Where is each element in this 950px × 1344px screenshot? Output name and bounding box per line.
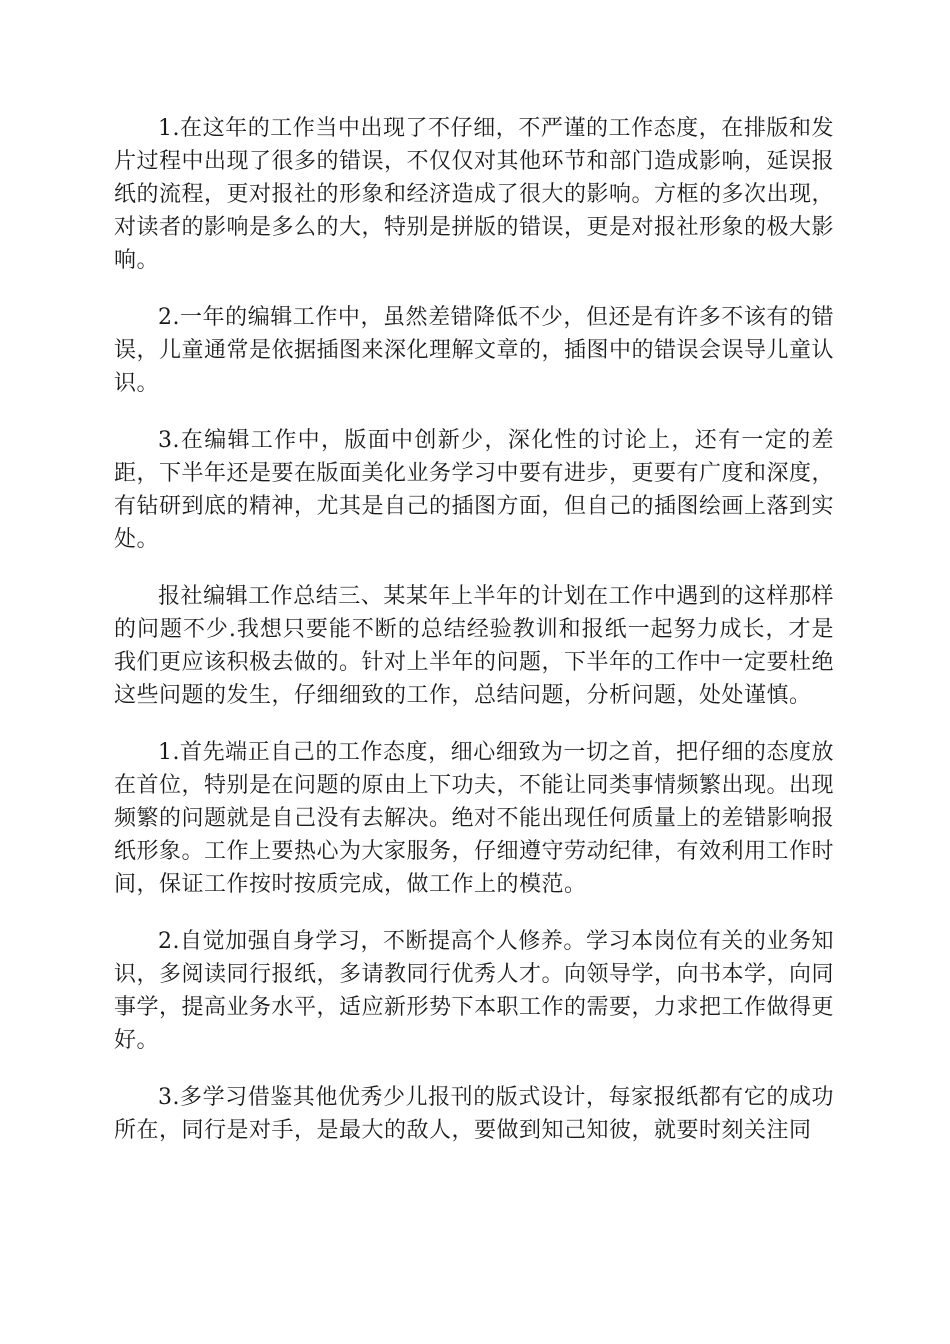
paragraph-2: 2.一年的编辑工作中，虽然差错降低不少，但还是有许多不该有的错误，儿童通常是依据插图来深化理解文章的，插图中的错误会误导儿童认识。 — [114, 305, 835, 396]
paragraph-4: 报社编辑工作总结三、某某年上半年的计划在工作中遇到的这样那样的问题不少.我想只要能不断的总结经验教训和报纸一起努力成长，才是我们更应该积极去做的。针对上半年的问题，下半年的工作中一定要杜绝这些问题的发生，仔细细致的工作，总结问题，分析问题，处处谨慎。 — [114, 584, 835, 708]
paragraph-1: 1.在这年的工作当中出现了不仔细，不严谨的工作态度，在排版和发片过程中出现了很多的错误，不仅仅对其他环节和部门造成影响，延误报纸的流程，更对报社的形象和经济造成了很大的影响。方框的多次出现，对读者的影响是多么的大，特别是拼版的错误，更是对报社形象的极大影响。 — [114, 116, 835, 273]
paragraph-3: 3.在编辑工作中，版面中创新少，深化性的讨论上，还有一定的差距，下半年还是要在版面美化业务学习中要有进步，更要有广度和深度，有钻研到底的精神，尤其是自己的插图方面，但自己的插图绘画上落到实处。 — [114, 428, 835, 552]
document-body — [114, 112, 834, 1171]
paragraph-5: 1.首先端正自己的工作态度，细心细致为一切之首，把仔细的态度放在首位，特别是在问题的原由上下功夫，不能让同类事情频繁出现。出现频繁的问题就是自己没有去解决。绝对不能出现任何质量上的差错影响报纸形象。工作上要热心为大家服务，仔细遵守劳动纪律，有效利用工作时间，保证工作按时按质完成，做工作上的模范。 — [114, 740, 835, 897]
paragraph-6: 2.自觉加强自身学习，不断提高个人修养。学习本岗位有关的业务知识，多阅读同行报纸，多请教同行优秀人才。向领导学，向书本学，向同事学，提高业务水平，适应新形势下本职工作的需要，力求把工作做得更好。 — [114, 929, 835, 1053]
paragraph-7: 3.多学习借鉴其他优秀少儿报刊的版式设计，每家报纸都有它的成功所在，同行是对手，是最大的敌人，要做到知己知彼，就要时刻关注同 — [114, 1085, 834, 1143]
